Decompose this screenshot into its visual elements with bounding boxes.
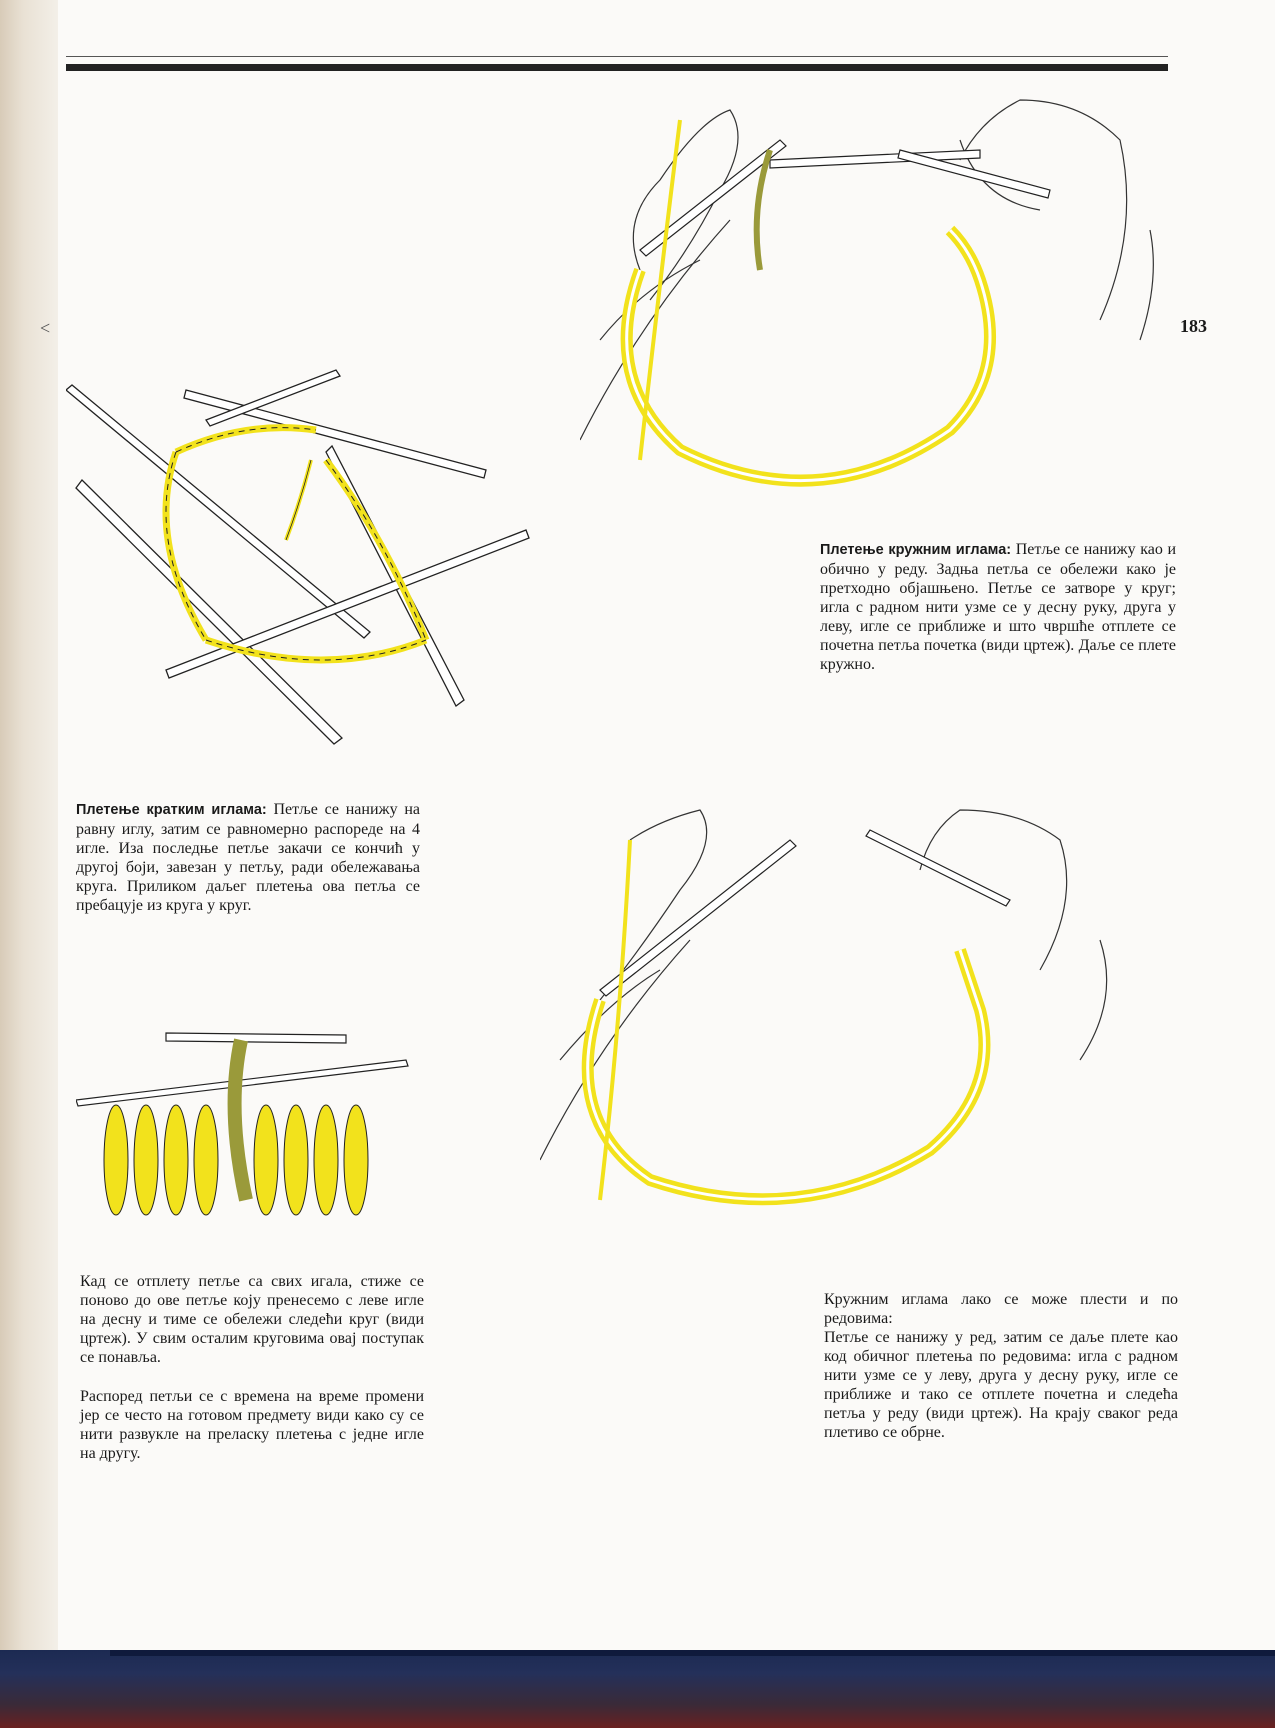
caption-marker xyxy=(80,1272,424,1463)
caption-circular-title: Плетење кружним иглама: xyxy=(820,542,1012,558)
caption-rows-p2: Петље се нанижу у ред, затим се даље плете као код обичног плетења по редовима: игла с радном нити узме се у леву, друга у десну руку, игле се приближе и тако се отплете почетна и следећа петља у реду (види цртеж). На крају сваког реда плетиво се обрне. xyxy=(824,1329,1178,1441)
page-number: 183 xyxy=(1180,316,1207,336)
caption-circular xyxy=(820,540,1176,674)
caption-dpn xyxy=(76,800,420,915)
book-spine-shadow xyxy=(0,0,58,1650)
cover-edge xyxy=(110,1650,1275,1656)
circular-rows-illustration xyxy=(540,800,1140,1260)
caption-dpn-title: Плетење кратким иглама: xyxy=(76,802,267,818)
caption-marker-p1: Кад се отплету петље са свих игала, стиже се поново до ове петље коју пренесемо с леве игле на десну и тиме се обележи следећи круг (види цртеж). У свим осталим круговима овај поступак се понавља. xyxy=(80,1273,424,1366)
stitch-marker-illustration xyxy=(76,1010,416,1230)
caption-circular-text: Петље се нанижу као и обично у реду. Задња петља се обележи како је претходно објашњено. Петље се затворе у круг; игла с радном нити узме се у десну руку, друга у леву, игле се приближе и што чвршће отплете се почетна петља почетка (види цртеж). Даље се плете кружно. xyxy=(820,541,1177,673)
header-rule-thin xyxy=(66,56,1168,57)
caption-dpn-text: Петље се нанижу на равну иглу, затим се равномерно распореде на 4 игле. Иза последње петље закачи се кончић у другој боји, завезан у петљу, ради обележавања круга. Приликом даљег плетења ова петља се пребацује из круга у круг. xyxy=(76,801,421,914)
caption-rows-p1: Кружним иглама лако се може плести и по редовима: xyxy=(824,1291,1178,1327)
header-rule-thick xyxy=(66,64,1168,71)
caption-marker-p2: Распоред петљи се с времена на време промени јер се често на готовом предмету види како су се нити развукле на преласку плетења с једне игле на другу. xyxy=(80,1388,424,1462)
dpn-square-illustration xyxy=(66,360,546,760)
spine-mark: < xyxy=(40,318,51,338)
caption-rows xyxy=(824,1290,1178,1442)
circular-needle-illustration xyxy=(580,80,1160,510)
page-bottom-band xyxy=(0,1650,1275,1728)
